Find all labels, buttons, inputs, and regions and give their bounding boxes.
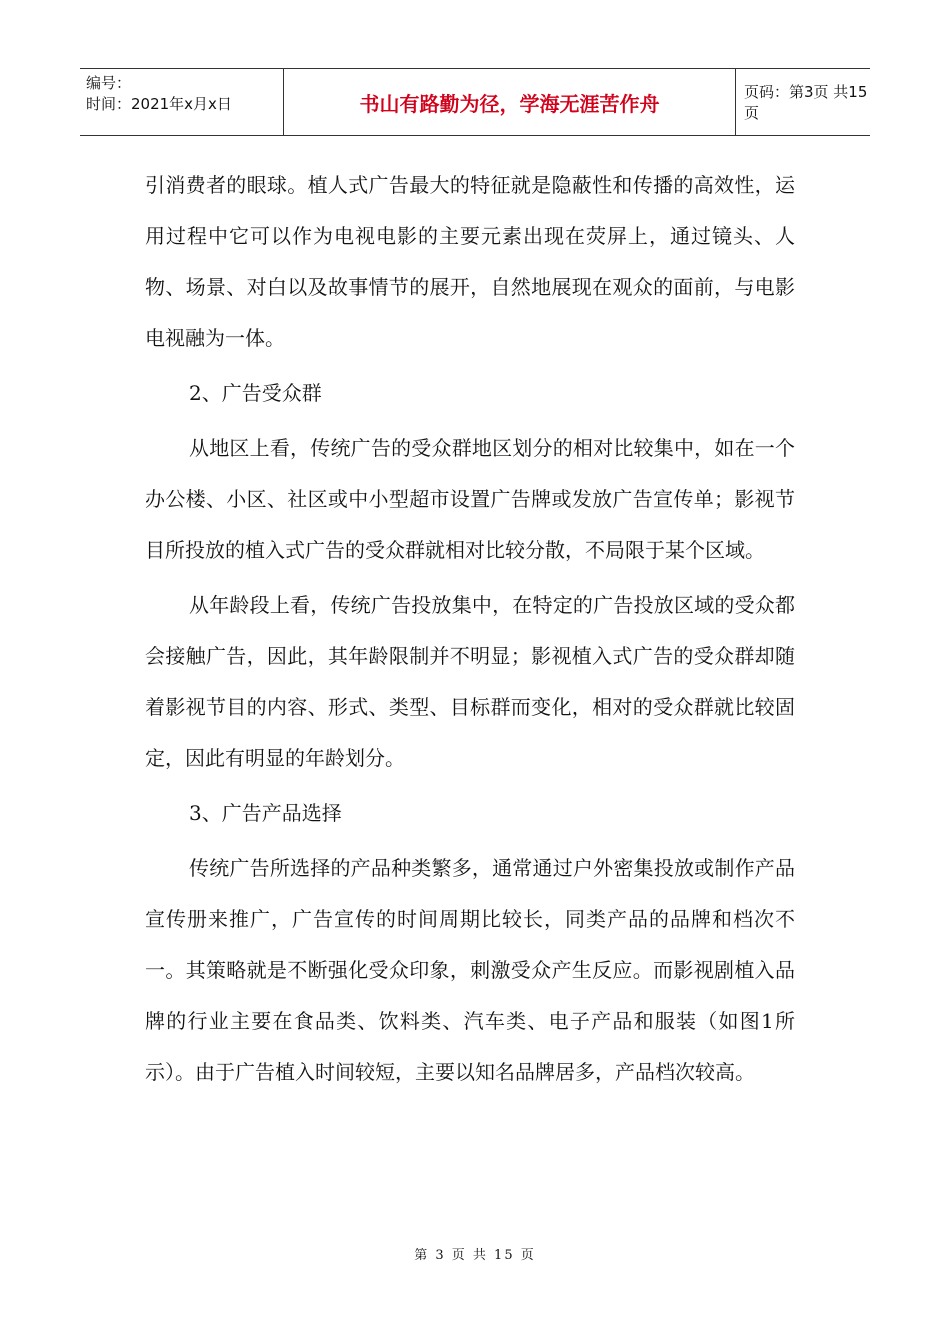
- document-body: [145, 160, 795, 1098]
- document-time: 时间：2021年x月x日: [86, 95, 232, 113]
- section-heading-2: 2、广告受众群: [189, 381, 322, 405]
- header-meta: [80, 69, 284, 135]
- paragraph-3: 从年龄段上看，传统广告投放集中，在特定的广告投放区域的受众都会接触广告，因此，其年龄限制并不明显；影视植入式广告的受众群却随着影视节目的内容、形式、类型、目标群而变化，相对的受众群就比较固定，因此有明显的年龄划分。: [145, 593, 795, 770]
- paragraph-4: 传统广告所选择的产品种类繁多，通常通过户外密集投放或制作产品宣传册来推广，广告宣传的时间周期比较长，同类产品的品牌和档次不一。其策略就是不断强化受众印象，刺激受众产生反应。而影视剧植入品牌的行业主要在食品类、饮料类、汽车类、电子产品和服装（如图1所示）。由于广告植入时间较短，主要以知名品牌居多，产品档次较高。: [145, 856, 795, 1084]
- section-heading-3: 3、广告产品选择: [189, 801, 342, 825]
- page-footer: 第 3 页 共 15 页: [414, 1248, 536, 1263]
- page-header: [80, 68, 870, 136]
- header-page-info: 页码：第3页 共15页: [744, 83, 868, 122]
- paragraph-2: 从地区上看，传统广告的受众群地区划分的相对比较集中，如在一个办公楼、小区、社区或中小型超市设置广告牌或发放广告宣传单；影视节目所投放的植入式广告的受众群就相对比较分散，不局限于某个区域。: [145, 436, 795, 562]
- document-number: 编号：: [86, 74, 132, 92]
- header-motto: 书山有路勤为径，学海无涯苦作舟: [284, 69, 736, 135]
- paragraph-1: 引消费者的眼球。植人式广告最大的特征就是隐蔽性和传播的高效性，运用过程中它可以作为电视电影的主要元素出现在荧屏上，通过镜头、人物、场景、对白以及故事情节的展开，自然地展现在观众的面前，与电影电视融为一体。: [145, 173, 795, 350]
